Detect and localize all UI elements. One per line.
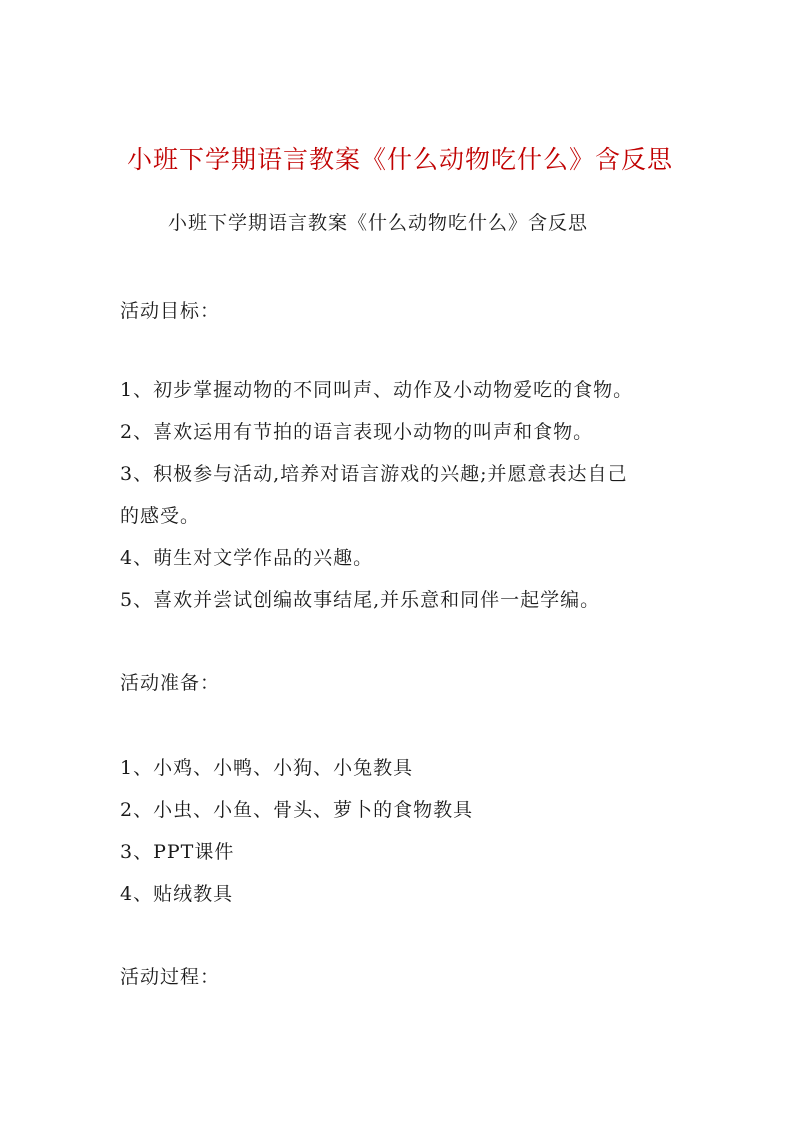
- objective-item: 4、萌生对文学作品的兴趣。: [120, 547, 374, 569]
- preparation-item: 3、PPT课件: [120, 841, 235, 863]
- preparation-heading: 活动准备：: [120, 672, 221, 694]
- preparation-item: 2、小虫、小鱼、骨头、萝卜的食物教具: [120, 799, 474, 821]
- document-subtitle: 小班下学期语言教案《什么动物吃什么》含反思: [168, 212, 589, 234]
- preparation-item: 4、贴绒教具: [120, 883, 234, 905]
- objective-item: 5、喜欢并尝试创编故事结尾,并乐意和同伴一起学编。: [120, 589, 601, 611]
- objective-item-continuation: 的感受。: [120, 505, 201, 527]
- objectives-heading: 活动目标：: [120, 300, 221, 322]
- objective-item: 3、积极参与活动,培养对语言游戏的兴趣;并愿意表达自己: [120, 463, 628, 485]
- objective-item: 1、初步掌握动物的不同叫声、动作及小动物爱吃的食物。: [120, 379, 634, 401]
- process-heading: 活动过程：: [120, 966, 221, 988]
- preparation-item: 1、小鸡、小鸭、小狗、小兔教具: [120, 757, 414, 779]
- objective-item: 2、喜欢运用有节拍的语言表现小动物的叫声和食物。: [120, 421, 594, 443]
- document-title: 小班下学期语言教案《什么动物吃什么》含反思: [126, 145, 673, 174]
